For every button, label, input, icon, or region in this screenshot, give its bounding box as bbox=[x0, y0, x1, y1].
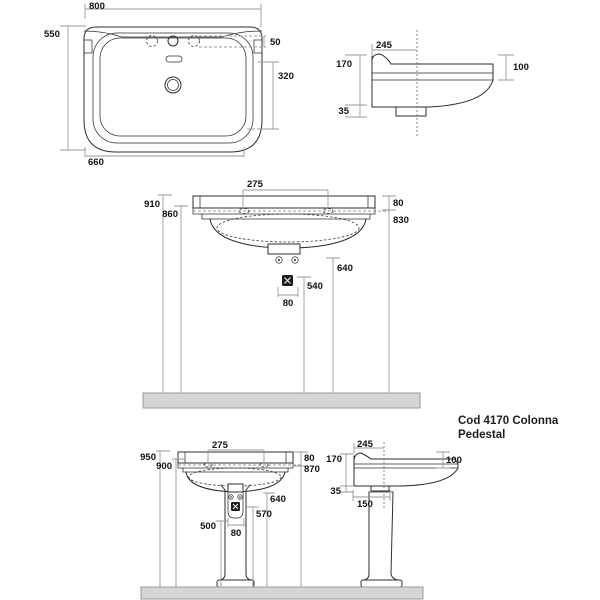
dim-body-height-label: 170 bbox=[336, 59, 352, 70]
dim-supply-spacing-label: 80 bbox=[230, 528, 242, 539]
floor-line bbox=[141, 587, 423, 599]
pedestal-side-dimension-lines bbox=[340, 443, 450, 501]
dim-bracket-height-label: 640 bbox=[270, 494, 286, 505]
fixing-screw-icon bbox=[229, 495, 242, 499]
pedestal-side-outline bbox=[354, 453, 458, 587]
pedestal-side-view bbox=[326, 439, 462, 587]
basin-top-view bbox=[44, 1, 294, 168]
floor-line bbox=[143, 393, 420, 408]
dim-rim-thickness-label: 80 bbox=[393, 198, 404, 209]
dim-tap-spacing-label: 275 bbox=[212, 440, 228, 451]
basin-side-dimension-lines bbox=[345, 44, 514, 117]
dim-rim-thickness-label: 80 bbox=[304, 453, 315, 464]
dim-front-height-label: 100 bbox=[446, 455, 462, 466]
product-title bbox=[458, 415, 559, 441]
overflow-slot-icon bbox=[166, 56, 182, 62]
dim-deck-height-label: 900 bbox=[156, 461, 172, 472]
basin-side-view bbox=[336, 30, 529, 136]
fixing-screw-icon bbox=[276, 257, 298, 263]
dim-trap-height-label: 570 bbox=[256, 509, 272, 520]
drain-stub-icon bbox=[228, 484, 243, 492]
dim-bracket-height-label: 640 bbox=[337, 263, 353, 274]
dim-body-height-label: 170 bbox=[326, 454, 342, 465]
product-type-label: Pedestal bbox=[458, 429, 506, 441]
dim-bowl-width-label: 660 bbox=[88, 157, 104, 168]
water-supply-icon bbox=[231, 502, 240, 511]
dim-apron-height-label: 830 bbox=[393, 215, 409, 226]
dim-rim-height-label: 910 bbox=[144, 199, 160, 210]
dim-overall-depth-label: 550 bbox=[44, 29, 60, 40]
wall-front-outline bbox=[193, 196, 375, 248]
dim-column-depth-label: 150 bbox=[357, 499, 373, 510]
bowl-hidden-edge bbox=[189, 468, 281, 486]
pedestal-front-view bbox=[140, 440, 320, 587]
drain-stub-icon bbox=[268, 244, 300, 254]
dim-setback-label: 245 bbox=[357, 439, 373, 450]
product-code-label: Cod 4170 Colonna bbox=[458, 415, 559, 427]
dim-apron-height-label: 870 bbox=[304, 464, 320, 475]
dim-supply-height-label: 540 bbox=[307, 281, 323, 292]
dim-recess-height-label: 500 bbox=[200, 521, 216, 532]
dim-supply-spacing-label: 80 bbox=[282, 298, 294, 309]
dim-front-height-label: 100 bbox=[513, 62, 529, 73]
dim-deck-height-label: 860 bbox=[162, 209, 178, 220]
pedestal-front-dimension-lines bbox=[156, 450, 308, 587]
basin-side-outline bbox=[372, 54, 493, 116]
dim-rim-height-label: 950 bbox=[140, 452, 156, 463]
faucet-hole-icon bbox=[168, 36, 178, 46]
wall-mounted-front-view bbox=[143, 179, 420, 408]
dim-overall-width-label: 800 bbox=[89, 1, 105, 12]
wall-front-dimension-lines bbox=[158, 190, 396, 393]
water-supply-icon bbox=[282, 275, 293, 286]
dim-bowl-depth-label: 320 bbox=[278, 71, 294, 82]
drain-icon bbox=[165, 77, 181, 93]
dim-tap-offset-label: 50 bbox=[270, 37, 281, 48]
dim-tap-spacing-label: 275 bbox=[247, 179, 263, 190]
dim-setback-label: 245 bbox=[376, 40, 392, 51]
bowl-hidden-edge bbox=[217, 214, 359, 242]
dim-stub-height-label: 35 bbox=[330, 486, 341, 497]
dim-stub-height-label: 35 bbox=[338, 106, 349, 117]
